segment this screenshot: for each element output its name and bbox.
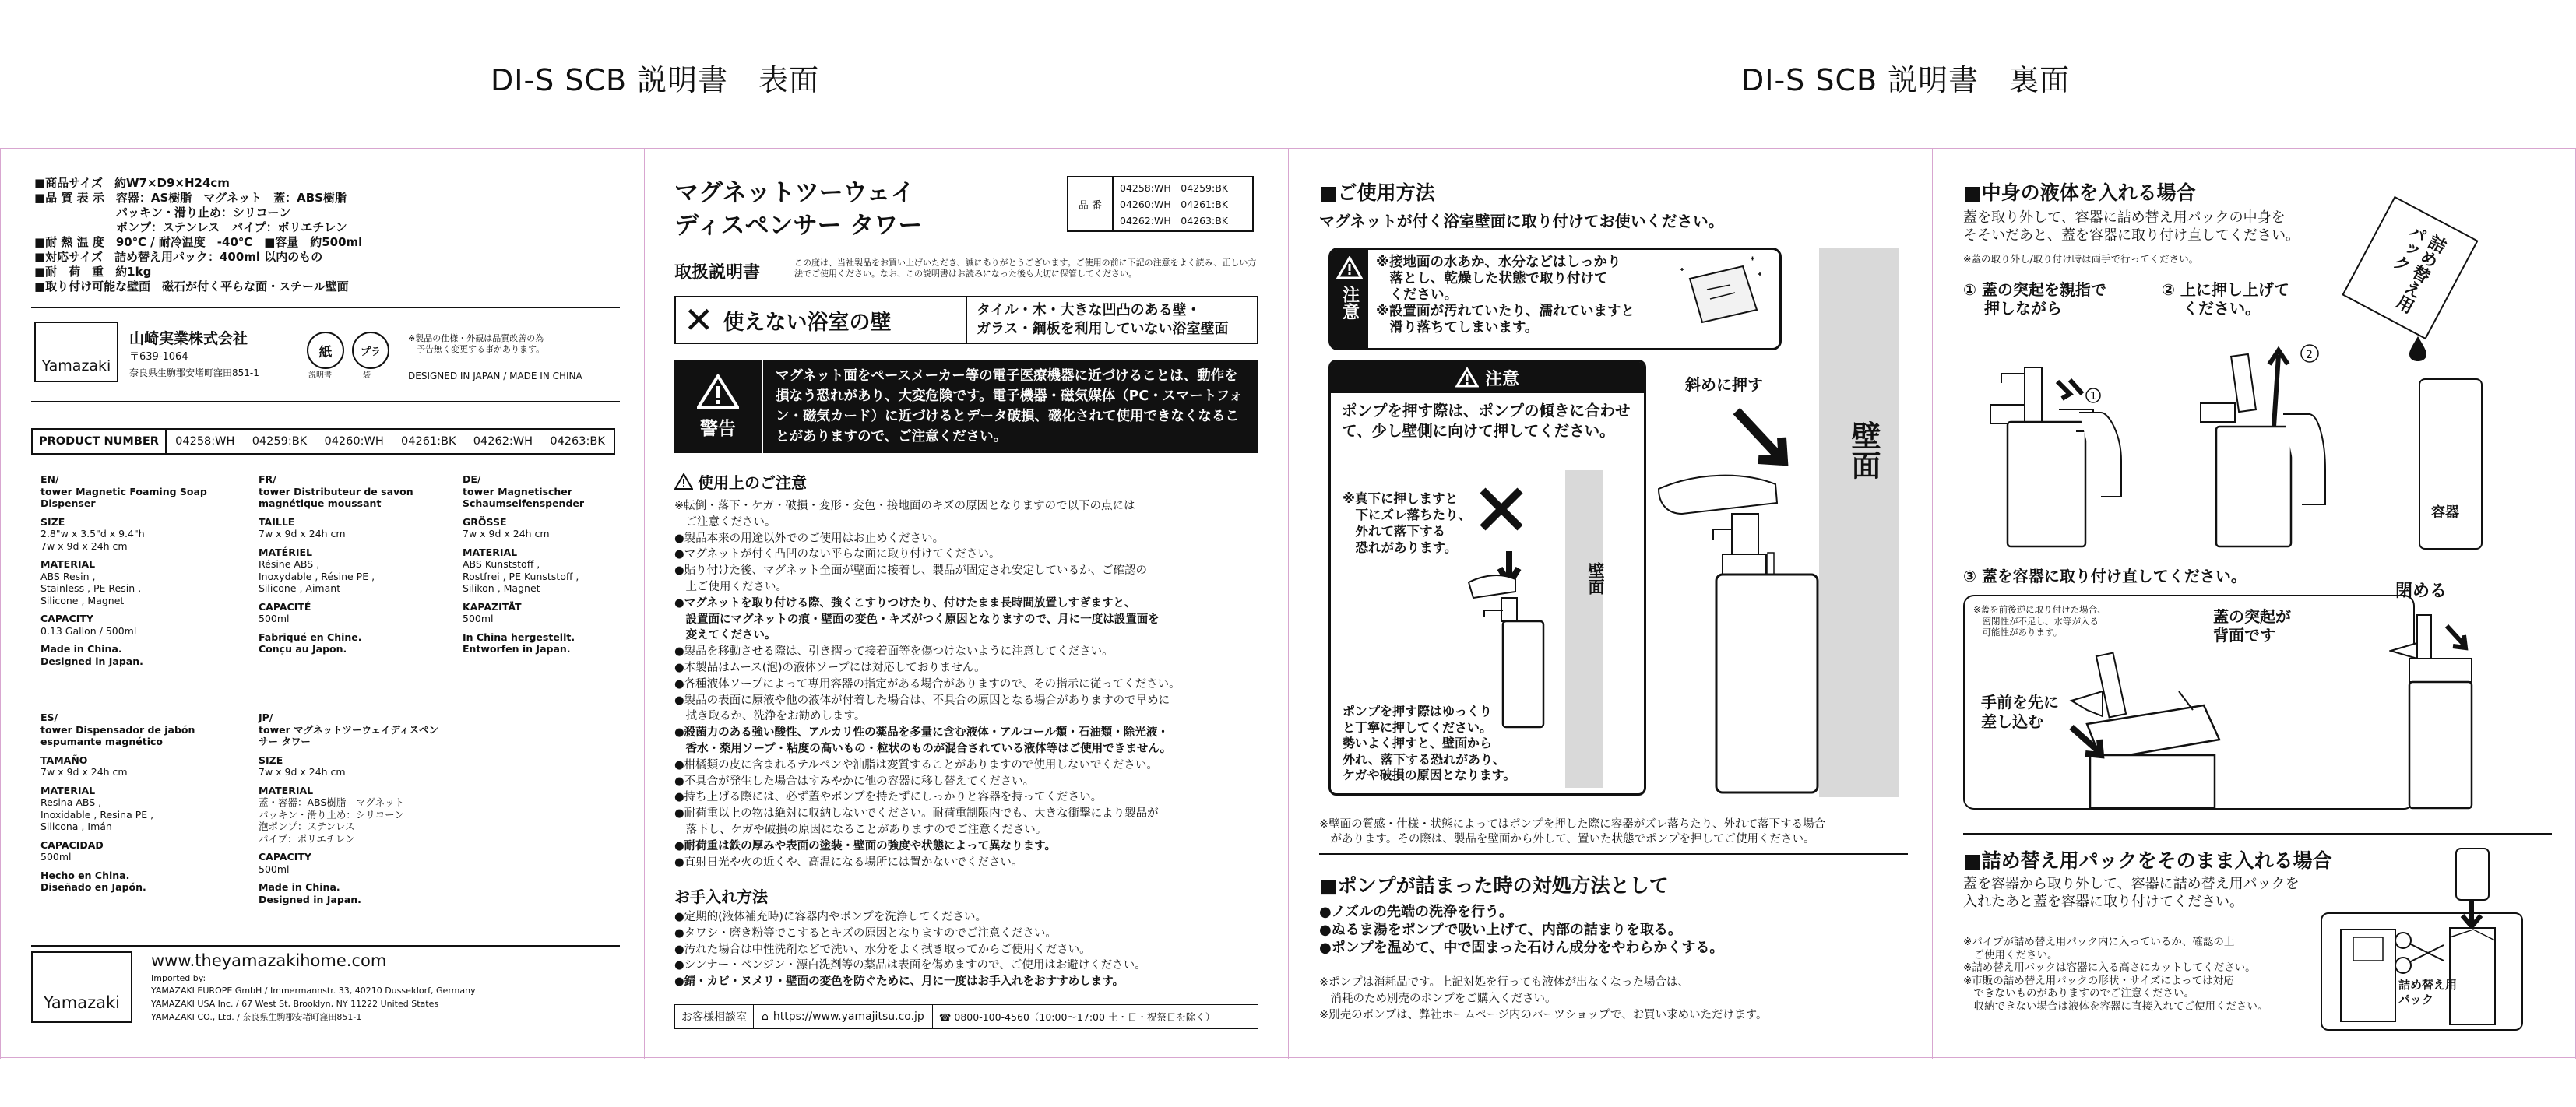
wiping-cloth-icon bbox=[1676, 255, 1768, 327]
caution-item: ●マグネットが付く凸凹のない平らな面に取り付けてください。 bbox=[674, 548, 1001, 561]
contact-box bbox=[674, 1004, 1258, 1029]
care-item: ●シンナー・ベンジン・漂白洗剤等の薬品は表面を傷めますので、ご使用はお避けください。 bbox=[674, 959, 1146, 972]
trim-line-1 bbox=[0, 148, 1, 1059]
product-title-2: ディスペンサー タワー bbox=[674, 212, 923, 240]
lang-name: tower Magnetic Foaming Soap Dispenser bbox=[40, 485, 211, 509]
ng-push-note: ※真下に押しますと 下にズレ落ちたり、 外れて落下する 恐れがあります。 bbox=[1343, 491, 1471, 555]
capacity-label: CAPACITÉ bbox=[259, 600, 311, 613]
caution-item: ●不具合が発生した場合はすみやかに他の容器に移し替えてください。 bbox=[674, 775, 1035, 788]
product-number: 04261:BK bbox=[401, 435, 456, 448]
origin-note: Fabriqué en Chine. Conçu au Japon. bbox=[259, 631, 362, 655]
material-label: MATÉRIEL bbox=[259, 546, 312, 558]
product-number: 04262:WH bbox=[473, 435, 533, 448]
clog-item: ●ポンプを温めて、中で固まった石けん成分をやわらかくする。 bbox=[1319, 940, 1724, 956]
contact-label: お客様相談室 bbox=[675, 1005, 754, 1028]
caution-item: ●直射日光や火の近くや、高温になる場所には置かないでください。 bbox=[674, 856, 1023, 869]
clog-list bbox=[1319, 903, 1723, 957]
pack-notes: ※パイプが詰め替え用パック内に入っているか、確認の上 ご使用ください。 ※詰め替え用パックは容器に入る高さにカットしてください。 ※市販の詰め替え用パックの形状・サイズによっては対応 できないものがありますのでご注意ください。 収納できない場合は液体を容器に直接入れてご使用ください。 bbox=[1963, 936, 2268, 1013]
step-2: ② 上に押し上げて ください。 bbox=[2162, 280, 2289, 318]
lang-name: tower Dispensador de jabón espumante magnético bbox=[40, 723, 199, 747]
manual-label: 取扱説明書 bbox=[674, 263, 761, 283]
size-label: SIZE bbox=[259, 754, 283, 766]
product-number: 04258:WH bbox=[175, 435, 235, 448]
size-value: 7w x 9d x 24h cm bbox=[259, 528, 346, 539]
size-label: TAMAÑO bbox=[40, 754, 88, 766]
care-item: ●定期的(液体補充時)に容器内やポンプを洗浄してください。 bbox=[674, 911, 987, 923]
size-label: TAILLE bbox=[259, 515, 295, 528]
caution-item: ●持ち上げる際には、必ず蓋やポンプを持たずにしっかりと容器を持ってください。 bbox=[674, 791, 1103, 804]
spec-line: ■取り付け可能な壁面 磁石が付く平らな面・スチール壁面 bbox=[34, 279, 349, 293]
lang-code: DE/ bbox=[463, 473, 481, 485]
clog-item: ●ノズルの先端の洗浄を行う。 bbox=[1319, 904, 1513, 920]
size-value: 7w x 9d x 24h cm bbox=[40, 766, 128, 778]
refill-pack-label: 詰め替え用 パック bbox=[2388, 220, 2449, 316]
svg-text:1: 1 bbox=[2090, 391, 2097, 402]
capacity-label: CAPACIDAD bbox=[40, 838, 104, 851]
pack-text: 蓋を容器から取り外して、容器に詰め替え用パックを 入れたあと蓋を容器に取り付けてください。 bbox=[1963, 876, 2300, 910]
warning-text: マグネット面をペースメーカー等の電子医療機器に近づけることは、動作を損なう恐れがあり、大変危険です。電子機器・磁気媒体（PC・スマートフォン・磁気カード）に近づけるとデータ破損、磁化されて使用できなくなることがありますので、ご注意ください。 bbox=[776, 368, 1244, 445]
caution-heading bbox=[674, 470, 807, 493]
trim-line-3 bbox=[1288, 148, 1289, 1059]
origin-note: In China hergestellt. Entworfen in Japan. bbox=[463, 631, 575, 655]
wall-large-label: 壁面 bbox=[1846, 420, 1881, 480]
clog-item: ●ぬるま湯をポンプで吸い上げて、内部の詰まりを取る。 bbox=[1319, 922, 1682, 938]
phone-icon: ☎ bbox=[938, 1010, 952, 1023]
fill-title: ■中身の液体を入れる場合 bbox=[1963, 181, 2196, 204]
capacity-label: KAPAZITÄT bbox=[463, 600, 522, 613]
product-number-label: PRODUCT NUMBER bbox=[33, 430, 167, 453]
product-number: 04260:WH bbox=[324, 435, 384, 448]
caution-item: ●マグネットを取り付ける際、強くこすりつけたり、付けたまま長時間放置しすぎますと、 bbox=[674, 596, 1136, 610]
ng-dispenser-illustration bbox=[1461, 481, 1570, 730]
size-value: 7w x 9d x 24h cm bbox=[463, 528, 550, 539]
language-block bbox=[40, 473, 224, 667]
step2-illustration bbox=[2185, 318, 2369, 551]
origin-note: Hecho en China. Diseñado en Japón. bbox=[40, 869, 146, 893]
wall-surface-note: ※壁面の質感・仕様・状態によってはポンプを押した際に容器がズレ落ちたり、外れて落下する場合 があります。その際は、製品を壁面から外して、置いた状態でポンプを押してご使用ください。 bbox=[1319, 818, 1826, 845]
spec-line: ■対応サイズ 詰め替え用パック：400ml 以内のもの bbox=[34, 250, 323, 264]
caution-item: 変えてください。 bbox=[674, 629, 776, 642]
plastic-recycle-icon: プラ bbox=[352, 332, 389, 369]
front-first-note: 手前を先に 差し込む bbox=[1981, 693, 2059, 731]
material-label: MATERIAL bbox=[40, 784, 96, 796]
spec-line: ■商品サイズ 約W7×D9×H24cm bbox=[34, 176, 230, 190]
step-1: ① 蓋の突起を親指で 押しながら bbox=[1963, 280, 2106, 318]
lang-code: EN/ bbox=[40, 473, 59, 485]
fill-text: 蓋を取り外して、容器に詰め替え用パックの中身を そそいだあと、蓋を容器に取り付け直してください。 bbox=[1963, 209, 2300, 244]
caution-item: ●柑橘類の皮に含まれるテルペンや油脂は変質することがありますので使用しないでください。 bbox=[674, 758, 1158, 771]
warning-box bbox=[674, 360, 1258, 453]
pack-label: 詰め替え用 パック bbox=[2398, 978, 2458, 1007]
warning-icon bbox=[697, 374, 739, 409]
ng-wall-text: タイル・木・大きな凹凸のある壁・ ガラス・鋼板を利用していない浴室壁面 bbox=[977, 302, 1229, 337]
product-number: 04263:BK bbox=[550, 435, 605, 448]
push-diagonal-label: 斜めに押す bbox=[1685, 375, 1763, 394]
caution-item: ●本製品はムース(泡)の液体ソープには対応しておりません。 bbox=[674, 661, 986, 674]
zip-code: 〒639-1064 bbox=[129, 351, 188, 363]
caution-item: ●製品の表面に原液や他の液体が付着した場合は、不具合の原因となる場合がありますので早めに bbox=[674, 694, 1170, 707]
product-number: 04259:BK bbox=[252, 435, 308, 448]
lang-name: tower Distributeur de savon magnétique moussant bbox=[259, 485, 417, 509]
lang-code: FR/ bbox=[259, 473, 276, 485]
caution-item: ●各種液体ソープによって専用容器の指定がある場合がありますので、その指示に従ってください。 bbox=[674, 677, 1181, 691]
capacity-label: CAPACITY bbox=[259, 851, 311, 863]
material-value: ABS Resin , Stainless , PE Resin , Silicone , Magnet bbox=[40, 570, 142, 606]
ng-wall-box bbox=[674, 296, 1258, 344]
clog-notes: ※ポンプは消耗品です。上記対処を行っても液体が出なくなった場合は、 消耗のため別売のポンプをご購入ください。 ※別売のポンプは、弊社ホームページ内のパーツショップで、お買い求めいただけます。 bbox=[1319, 976, 1768, 1021]
spec-line: ■耐 荷 重 約1kg bbox=[34, 265, 152, 279]
caution-item: 設置面にマグネットの痕・壁面の変色・キズがつく原因となりますので、月に一度は設置面を bbox=[674, 613, 1160, 626]
caution-text: ポンプを押す際は、ポンプの傾きに合わせて、少し壁側に向けて押してください。 bbox=[1342, 402, 1631, 440]
material-value: ABS Kunststoff , Rostfrei , PE Kunststoff , Silikon , Magnet bbox=[463, 558, 579, 594]
capacity-value: 500ml bbox=[463, 613, 494, 624]
yamazaki-logo bbox=[34, 322, 118, 382]
product-title-1: マグネットツーウェイ bbox=[674, 179, 915, 207]
logo-text: Yamazaki bbox=[41, 357, 111, 374]
size-value: 7w x 9d x 24h cm bbox=[259, 766, 346, 778]
caution-item: 拭き取るか、洗浄をお勧めします。 bbox=[674, 710, 866, 723]
spec-line: ポンプ：ステンレス パイプ：ポリエチレン bbox=[34, 220, 347, 234]
dispenser-push-illustration bbox=[1651, 397, 1819, 796]
language-block bbox=[40, 712, 224, 894]
size-label: SIZE bbox=[40, 515, 65, 528]
capacity-value: 500ml bbox=[40, 851, 72, 863]
home-icon: ⌂ bbox=[762, 1010, 769, 1023]
caution-list bbox=[674, 498, 1266, 870]
importer: YAMAZAKI CO., Ltd. / 奈良県生駒郡安堵町窪田851-1 bbox=[151, 1012, 362, 1022]
caution-item: 香水・薬用ソープ・粘度の高いもの・粒状のものが混合されている液体等はご使用できません。 bbox=[674, 742, 1172, 755]
step3-illustration bbox=[2056, 623, 2258, 808]
usage-title: ■ご使用方法 bbox=[1319, 181, 1435, 204]
divider bbox=[31, 401, 620, 402]
caution-item: ※転倒・落下・ケガ・破損・変形・変色・接地面のキズの原因となりますので以下の点には bbox=[674, 500, 1135, 512]
size-value: 2.8"w x 3.5"d x 9.4"h 7w x 9d x 24h cm bbox=[40, 528, 145, 552]
spec-change-note: ※製品の仕様・外観は品質改善の為 予告無く変更する事があります。 bbox=[408, 333, 545, 354]
origin-note: Made in China. Designed in Japan. bbox=[40, 643, 143, 667]
language-block bbox=[259, 473, 442, 655]
contact-tel: 0800-100-4560（10:00〜17:00 土・日・祝祭日を除く） bbox=[954, 1011, 1216, 1023]
warning-icon bbox=[1336, 256, 1363, 279]
drop-icon bbox=[2406, 335, 2430, 363]
hinban-label: 品 番 bbox=[1068, 177, 1114, 230]
material-label: MATERIAL bbox=[463, 546, 518, 558]
lang-name: tower Magnetischer Schaumseifenspender bbox=[463, 485, 585, 509]
container-label: 容器 bbox=[2431, 504, 2459, 521]
recycle-label: 袋 bbox=[363, 371, 371, 380]
caution-item: 落下し、ケガや破損の原因になることがありますのでご注意ください。 bbox=[674, 823, 1047, 836]
caution-item: ●耐荷重は鉄の厚みや表面の塗装・壁面の強度や状態によって異なります。 bbox=[674, 839, 1056, 852]
container-illustration bbox=[2419, 378, 2483, 550]
imported-by: Imported by: bbox=[151, 973, 206, 983]
care-list bbox=[674, 909, 1266, 990]
hinban-number: 04258:WH 04259:BK bbox=[1120, 182, 1228, 194]
lang-code: ES/ bbox=[40, 712, 58, 723]
warning-label: 警告 bbox=[700, 418, 736, 439]
care-item: ●錆・カビ・ヌメリ・壁面の変色を防ぐために、月に一度はお手入れをおすすめします。 bbox=[674, 975, 1124, 989]
hinban-number: 04262:WH 04263:BK bbox=[1120, 215, 1228, 227]
step-3: ③ 蓋を容器に取り付け直してください。 bbox=[1963, 567, 2247, 585]
capacity-value: 0.13 Gallon / 500ml bbox=[40, 624, 137, 637]
warning-icon bbox=[1455, 367, 1479, 388]
designed-in: DESIGNED IN JAPAN / MADE IN CHINA bbox=[408, 371, 582, 381]
lang-code: JP/ bbox=[259, 712, 273, 723]
caution-label: 注意 bbox=[1339, 286, 1360, 320]
step3-note: ※蓋を前後逆に取り付けた場合、 密閉性が不足し、水等が入る 可能性があります。 bbox=[1973, 604, 2106, 638]
caution-item: 上ご使用ください。 bbox=[674, 580, 787, 593]
capacity-value: 500ml bbox=[259, 863, 290, 875]
hinban-box bbox=[1067, 176, 1254, 232]
material-label: MATERIAL bbox=[40, 558, 96, 570]
pack-title: ■詰め替え用パックをそのまま入れる場合 bbox=[1963, 849, 2332, 872]
caution-title: 使用上のご注意 bbox=[698, 473, 807, 492]
caution-item: ●製品本来の用途以外でのご使用はお止めください。 bbox=[674, 532, 945, 545]
language-block bbox=[259, 712, 442, 905]
capacity-value: 500ml bbox=[259, 613, 290, 624]
caution-text: ※接地面の水あか、水分などはしっかり 落とし、乾燥した状態で取り付けて ください。 ※設置面が汚れていたり、濡れていますと 滑り落ちてしまいます。 bbox=[1376, 255, 1635, 336]
material-value: 蓋・容器：ABS樹脂 マグネット パッキン・滑り止め：シリコーン 泡ポンプ：ステンレス パイプ：ポリエチレン bbox=[259, 796, 405, 845]
material-value: Resina ABS , Inoxidable , Resina PE , Silicona , Imán bbox=[40, 796, 154, 832]
caution-item: ●製品を移動させる際は、引き摺って接着面等を傷つけないように注意してください。 bbox=[674, 645, 1114, 659]
recycle-label: 説明書 bbox=[308, 371, 332, 380]
website-link[interactable]: www.theyamazakihome.com bbox=[151, 951, 387, 970]
closed-dispenser-illustration bbox=[2389, 604, 2475, 810]
slow-push-note: ポンプを押す際はゆっくり と丁寧に押してください。 勢いよく押すと、壁面から 外れ、落下する恐れがあり、 ケガや破損の原因となります。 bbox=[1343, 704, 1516, 782]
cross-icon: ✕ bbox=[684, 299, 714, 341]
front-heading: DI-S SCB 説明書 表面 bbox=[491, 63, 820, 97]
contact-url[interactable]: https://www.yamajitsu.co.jp bbox=[772, 1010, 924, 1023]
care-title: お手入れ方法 bbox=[674, 887, 768, 906]
importer: YAMAZAKI EUROPE GmbH / Immermannstr. 33, 40210 Dusseldorf, Germany bbox=[151, 986, 476, 996]
fill-note: ※蓋の取り外し/取り付け時は両手で行ってください。 bbox=[1963, 253, 2199, 265]
caution-title: 注意 bbox=[1484, 369, 1519, 389]
language-block bbox=[463, 473, 646, 655]
trim-line-4 bbox=[1932, 148, 1933, 1059]
lang-name: tower マグネットツーウェイディスペンサー タワー bbox=[259, 723, 438, 747]
care-item: ●汚れた場合は中性洗剤などで洗い、水分をよく拭き取ってからご使用ください。 bbox=[674, 943, 1091, 956]
usage-subtitle: マグネットが付く浴室壁面に取り付けてお使いください。 bbox=[1319, 212, 1724, 230]
divider bbox=[31, 945, 620, 947]
divider bbox=[31, 307, 620, 308]
caution-item: ●殺菌力のある強い酸性、アルカリ性の薬品を多量に含む液体・アルコール類・石油類・除光液・ bbox=[674, 726, 1169, 740]
clog-title: ■ポンプが詰まった時の対処方法として bbox=[1319, 874, 1669, 897]
ng-wall-label: 使えない浴室の壁 bbox=[723, 310, 892, 335]
wall-small bbox=[1565, 470, 1603, 788]
svg-text:2: 2 bbox=[2306, 349, 2313, 361]
logo-text: Yamazaki bbox=[43, 993, 121, 1012]
company-name: 山崎実業株式会社 bbox=[129, 330, 248, 347]
address: 奈良県生駒郡安堵町窪田851-1 bbox=[129, 367, 259, 378]
importer: YAMAZAKI USA Inc. / 67 West St, Brooklyn, NY 11222 United States bbox=[151, 999, 439, 1009]
capacity-label: CAPACITY bbox=[40, 613, 93, 624]
caution-item: ●貼り付けた後、マグネット全面が壁面に接着し、製品が固定され安定しているか、ご確認の bbox=[674, 564, 1148, 578]
close-label: 閉める bbox=[2395, 582, 2448, 601]
yamazaki-logo-footer bbox=[31, 951, 132, 1023]
care-item: ●タワシ・磨き粉等でこするとキズの原因となりますのでご注意ください。 bbox=[674, 926, 1057, 940]
manual-note: この度は、当社製品をお買い上げいただき、誠にありがとうございます。ご使用の前に下記の注意をよく読み、正しい方法でご使用ください。なお、この説明書はお読みになった後も大切に保管してください。 bbox=[794, 258, 1257, 279]
spec-line: ■品 質 表 示 容器：AS樹脂 マグネット 蓋：ABS樹脂 bbox=[34, 191, 347, 205]
material-value: Résine ABS , Inoxydable , Résine PE , Silicone , Aimant bbox=[259, 558, 375, 594]
spec-line: ■耐 熱 温 度 90℃ / 耐冷温度 -40℃ ■容量 約500ml bbox=[34, 235, 363, 249]
divider bbox=[1319, 853, 1908, 855]
spec-list bbox=[34, 176, 626, 294]
wall-small-label: 壁面 bbox=[1586, 562, 1605, 595]
caution-item: ●耐荷重以上の物は絶対に収納しないでください。耐荷重制限内でも、大きな衝撃により製品が bbox=[674, 807, 1159, 821]
back-heading: DI-S SCB 説明書 裏面 bbox=[1741, 63, 2071, 97]
divider bbox=[1963, 833, 2552, 835]
step1-illustration bbox=[1984, 318, 2168, 551]
caution-item: ご注意ください。 bbox=[674, 515, 776, 529]
product-number-box bbox=[31, 428, 615, 455]
material-label: MATERIAL bbox=[259, 784, 314, 796]
origin-note: Made in China. Designed in Japan. bbox=[259, 881, 361, 905]
wall-large bbox=[1819, 248, 1899, 797]
size-label: GRÖSSE bbox=[463, 515, 507, 528]
back-tab-note: 蓋の突起が 背面です bbox=[2213, 607, 2291, 645]
spec-line: パッキン・滑り止め：シリコーン bbox=[34, 206, 291, 220]
hinban-number: 04260:WH 04261:BK bbox=[1120, 199, 1228, 210]
caution-triangle-icon bbox=[674, 473, 693, 490]
paper-recycle-icon: 紙 bbox=[307, 332, 344, 369]
